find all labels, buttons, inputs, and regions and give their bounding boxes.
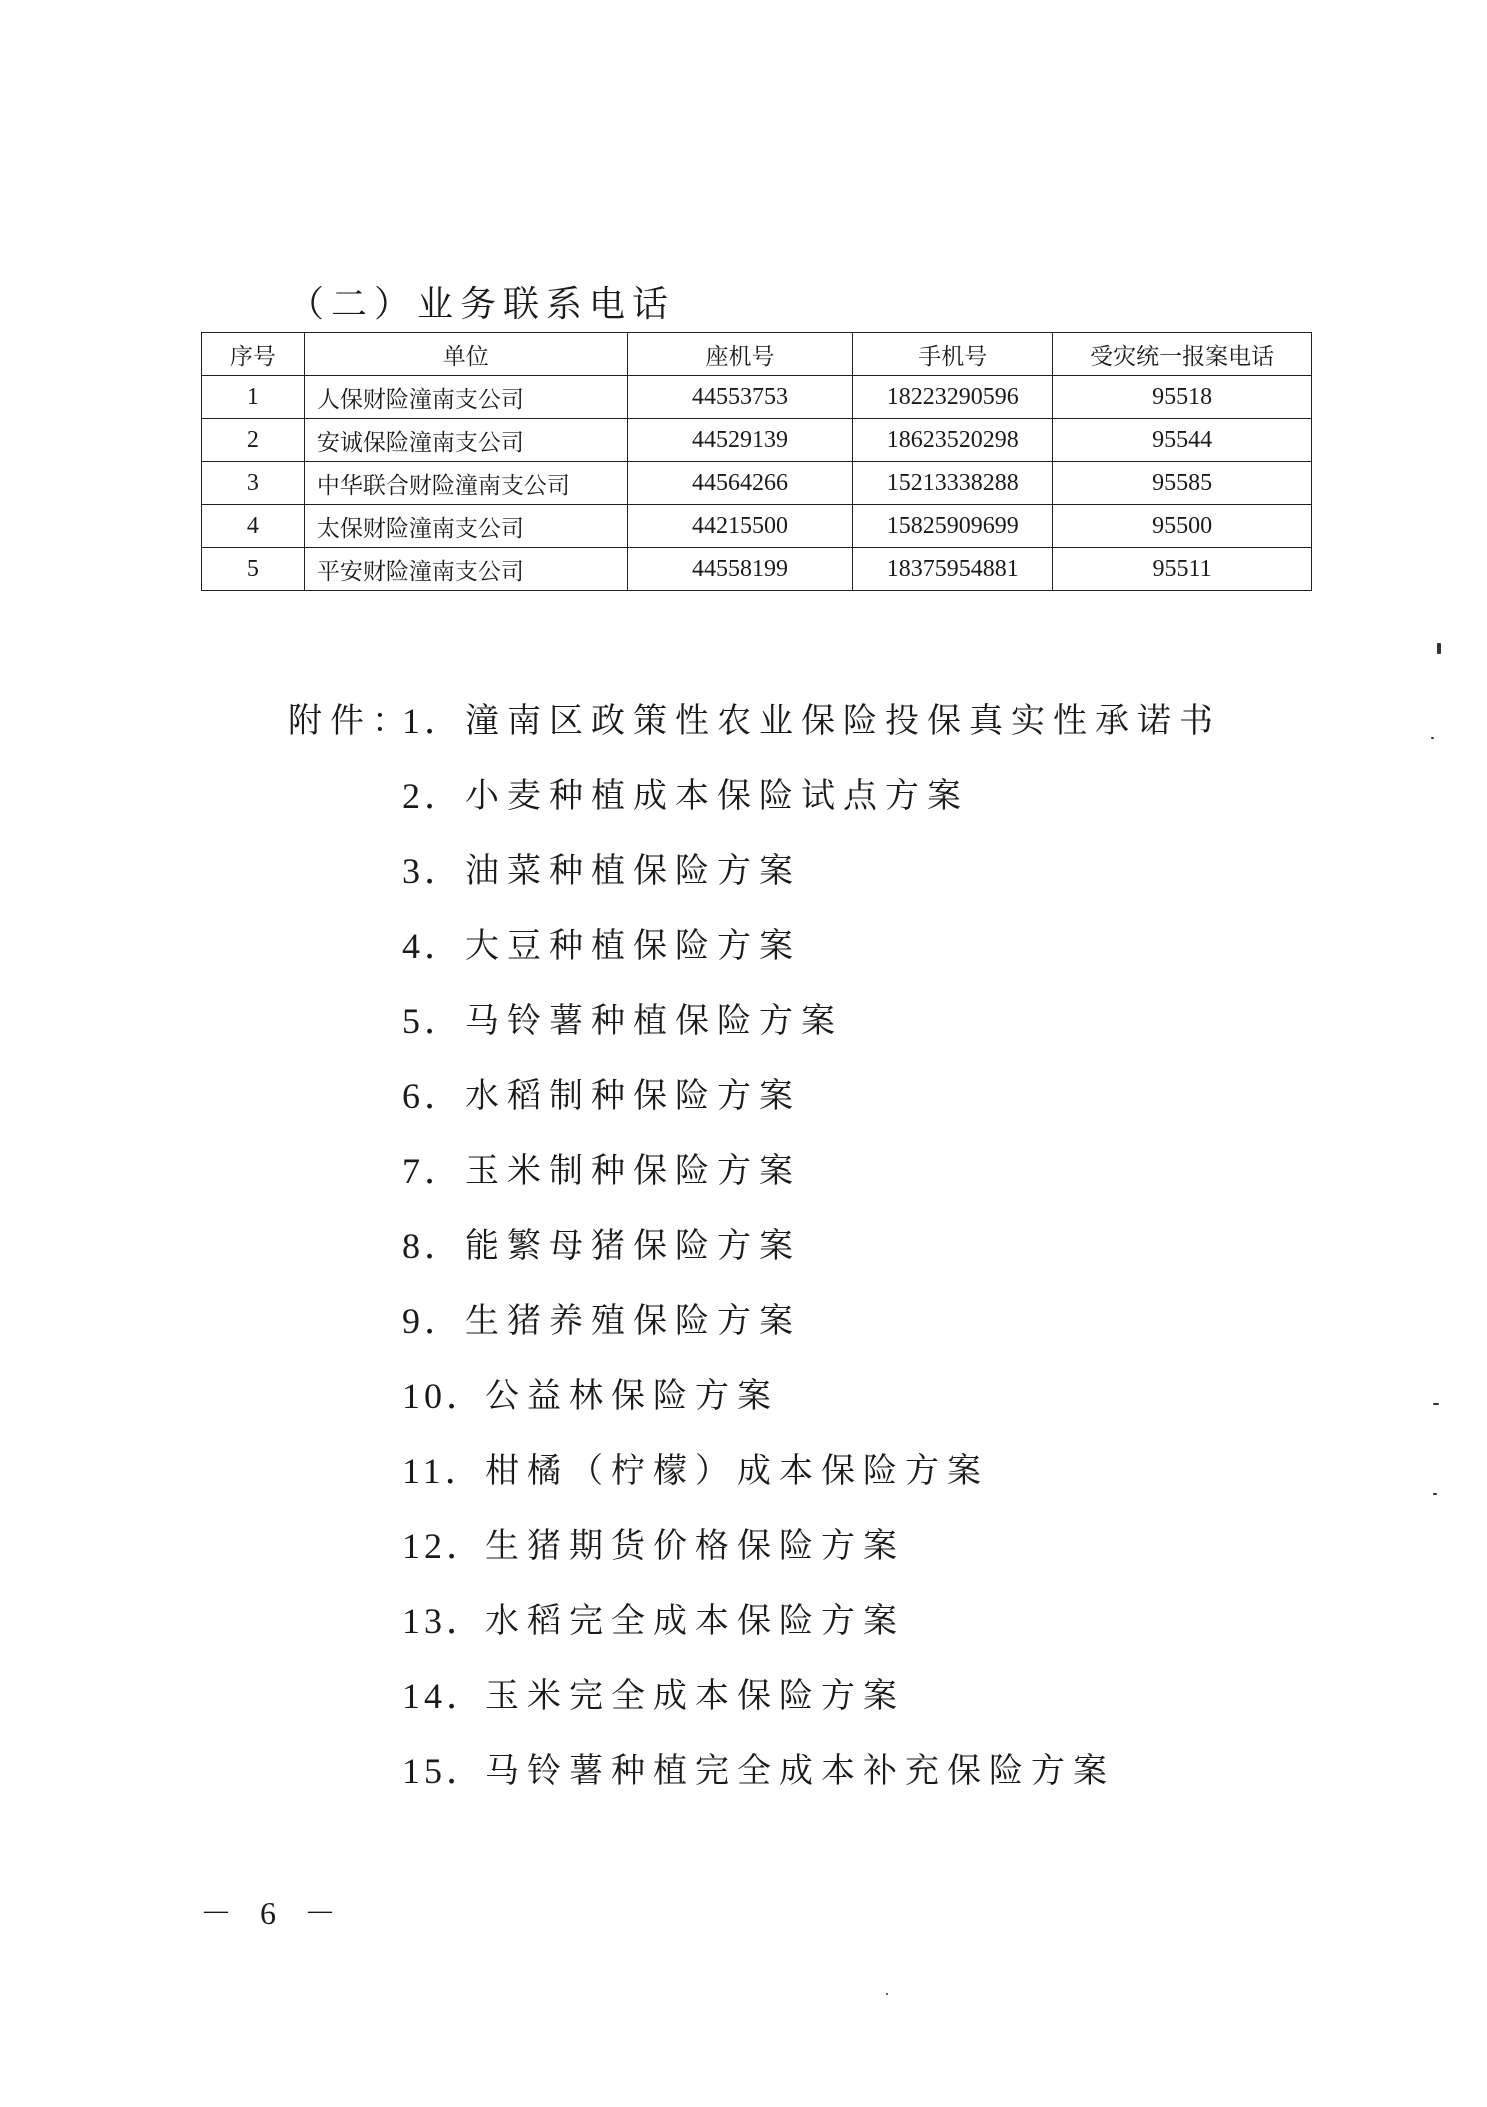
row-unit: 人保财险潼南支公司 <box>304 376 627 419</box>
row-mobile: 15213338288 <box>853 462 1053 505</box>
attachment-title: 马铃薯种植完全成本补充保险方案 <box>485 1751 1115 1791</box>
attachment-title: 能繁母猪保险方案 <box>465 1226 801 1266</box>
attachment-title: 水稻完全成本保险方案 <box>485 1601 905 1641</box>
attachment-title: 马铃薯种植保险方案 <box>465 1001 843 1041</box>
row-landline: 44553753 <box>627 376 853 419</box>
row-hotline: 95500 <box>1053 505 1312 548</box>
table-row <box>202 419 1312 462</box>
table-row <box>202 505 1312 548</box>
attachment-number: 7． <box>402 1151 465 1191</box>
attachment-title: 小麦种植成本保险试点方案 <box>465 776 969 816</box>
attachment-number: 8． <box>402 1226 465 1266</box>
header-landline: 座机号 <box>627 333 853 376</box>
row-no: 3 <box>202 462 305 505</box>
scan-speck <box>1433 1493 1437 1495</box>
attachment-number: 1． <box>402 701 465 741</box>
section-title: （二）业务联系电话 <box>288 284 676 325</box>
contact-table <box>201 332 1312 591</box>
row-mobile: 18223290596 <box>853 376 1053 419</box>
attachment-number: 3． <box>402 851 465 891</box>
attachment-title: 公益林保险方案 <box>485 1376 779 1416</box>
attachment-number: 9． <box>402 1301 465 1341</box>
row-unit: 太保财险潼南支公司 <box>304 505 627 548</box>
header-unit: 单位 <box>304 333 627 376</box>
row-unit: 平安财险潼南支公司 <box>304 548 627 591</box>
attachment-label: 附件： <box>288 701 414 741</box>
page-number: － 6 － <box>200 1895 347 1931</box>
header-hotline: 受灾统一报案电话 <box>1053 333 1312 376</box>
attachment-number: 4． <box>402 926 465 966</box>
scan-speck <box>886 1993 888 1995</box>
row-landline: 44558199 <box>627 548 853 591</box>
row-hotline: 95585 <box>1053 462 1312 505</box>
scan-speck <box>1433 1403 1439 1405</box>
table-row <box>202 462 1312 505</box>
header-no: 序号 <box>202 333 305 376</box>
attachment-number: 2． <box>402 776 465 816</box>
table-header-row <box>202 333 1312 376</box>
row-no: 1 <box>202 376 305 419</box>
row-hotline: 95511 <box>1053 548 1312 591</box>
row-mobile: 18623520298 <box>853 419 1053 462</box>
attachment-number: 15． <box>402 1751 487 1791</box>
header-mobile: 手机号 <box>853 333 1053 376</box>
row-landline: 44564266 <box>627 462 853 505</box>
attachment-title: 水稻制种保险方案 <box>465 1076 801 1116</box>
attachment-title: 玉米完全成本保险方案 <box>485 1676 905 1716</box>
attachment-title: 柑橘（柠檬）成本保险方案 <box>485 1451 989 1491</box>
attachment-number: 11． <box>402 1451 485 1491</box>
row-hotline: 95518 <box>1053 376 1312 419</box>
attachment-number: 6． <box>402 1076 465 1116</box>
attachment-title: 生猪养殖保险方案 <box>465 1301 801 1341</box>
attachment-number: 10． <box>402 1376 487 1416</box>
attachment-title: 玉米制种保险方案 <box>465 1151 801 1191</box>
scan-speck <box>1437 643 1441 654</box>
row-landline: 44529139 <box>627 419 853 462</box>
table-row <box>202 376 1312 419</box>
row-no: 4 <box>202 505 305 548</box>
row-landline: 44215500 <box>627 505 853 548</box>
attachment-title: 生猪期货价格保险方案 <box>485 1526 905 1566</box>
row-mobile: 15825909699 <box>853 505 1053 548</box>
attachment-number: 13． <box>402 1601 487 1641</box>
attachment-number: 12． <box>402 1526 487 1566</box>
row-unit: 中华联合财险潼南支公司 <box>304 462 627 505</box>
scan-speck <box>1431 737 1434 739</box>
row-unit: 安诚保险潼南支公司 <box>304 419 627 462</box>
attachment-title: 潼南区政策性农业保险投保真实性承诺书 <box>465 701 1221 741</box>
attachment-title: 大豆种植保险方案 <box>465 926 801 966</box>
row-hotline: 95544 <box>1053 419 1312 462</box>
row-no: 5 <box>202 548 305 591</box>
attachment-number: 5． <box>402 1001 465 1041</box>
attachment-number: 14． <box>402 1676 487 1716</box>
attachment-title: 油菜种植保险方案 <box>465 851 801 891</box>
table-row <box>202 548 1312 591</box>
row-mobile: 18375954881 <box>853 548 1053 591</box>
row-no: 2 <box>202 419 305 462</box>
